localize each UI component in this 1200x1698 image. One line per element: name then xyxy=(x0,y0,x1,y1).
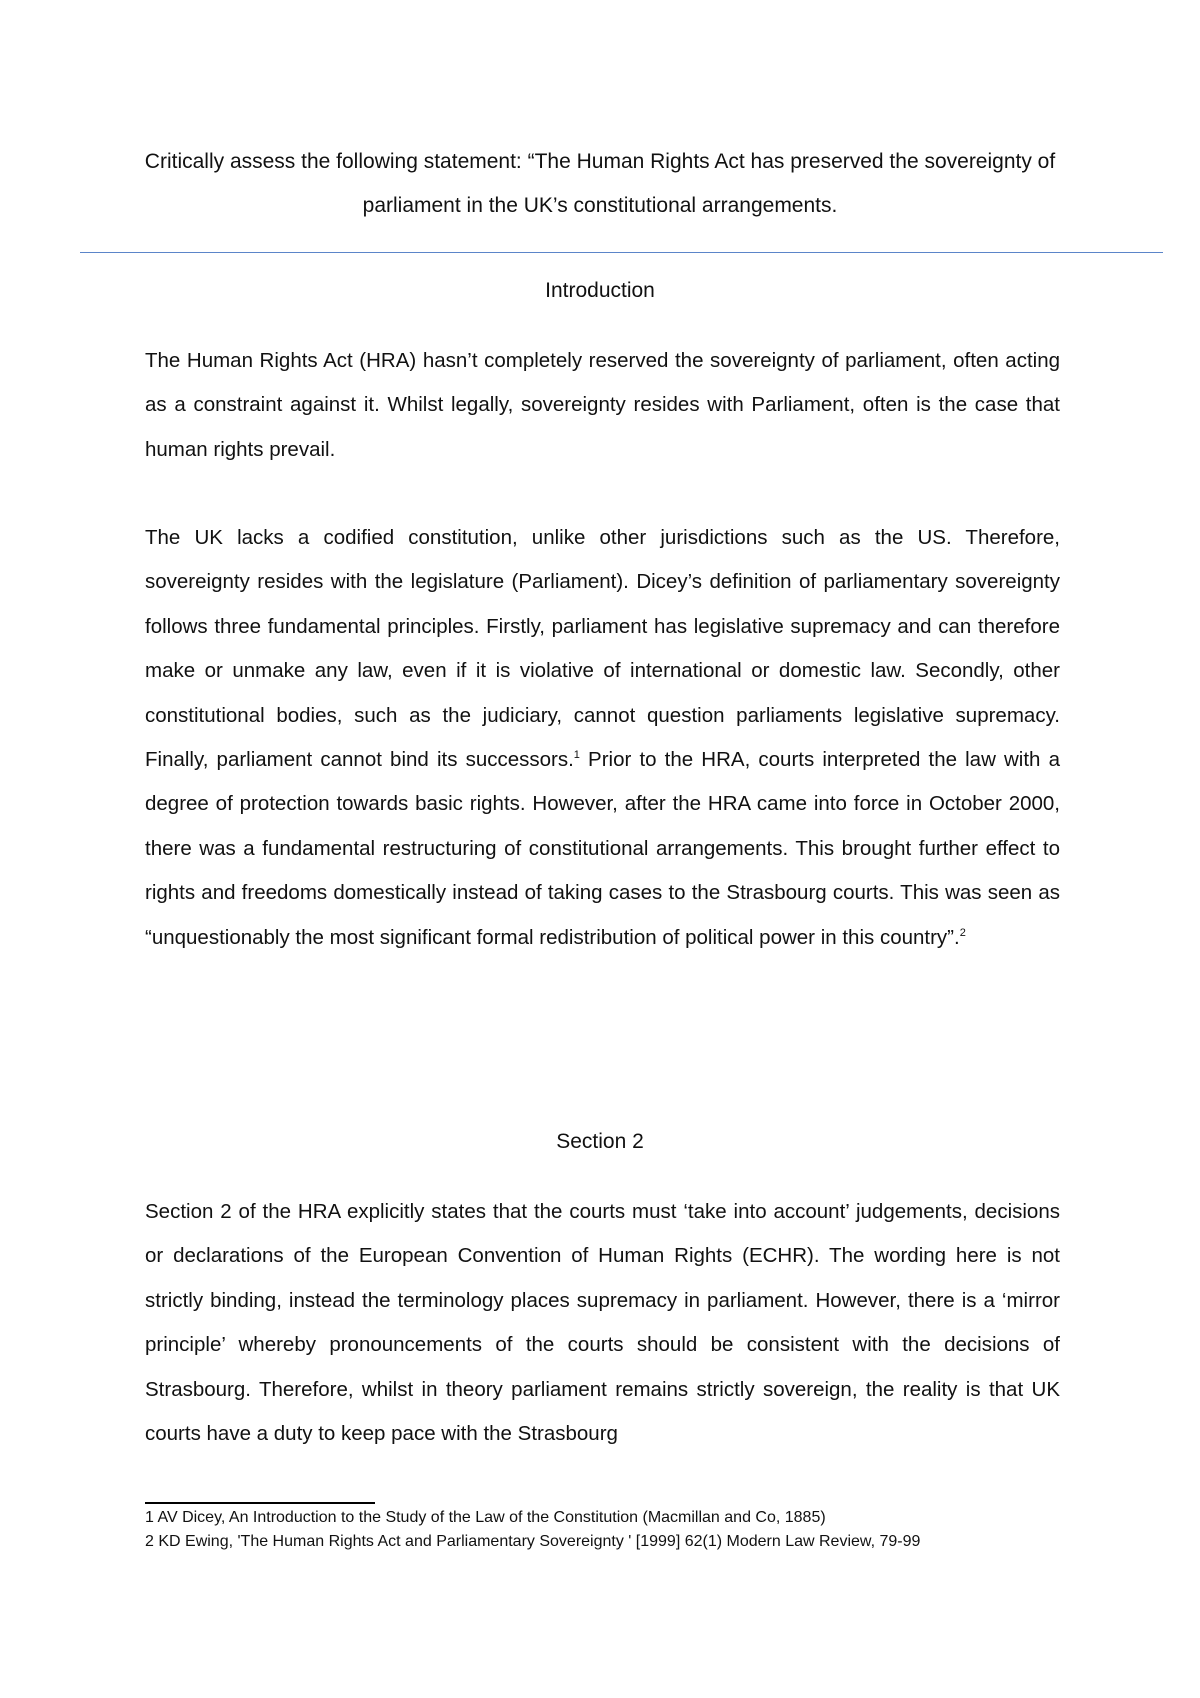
footnote-1: 1 AV Dicey, An Introduction to the Study of the Law of the Constitution (Macmillan and Co, 1885) xyxy=(145,1509,826,1526)
title-divider xyxy=(80,252,1163,253)
intro-paragraph-2-continuation: Prior to the HRA, courts interpreted the law with a degree of protection towards basic rights. However, after the HRA came into force in October 2000, there was a fundamental restructuring of constitutional arrangements. This brought further effect to rights and freedoms domestically instead of taking cases to the Strasbourg courts. This was seen as “unquestionably the most significant formal redistribution of political power in this country”. xyxy=(145,748,1060,949)
section-heading-introduction: Introduction xyxy=(545,279,655,302)
intro-paragraph-2 xyxy=(145,516,1060,960)
footnotes xyxy=(145,1506,1145,1554)
document-title: Critically assess the following statement: “The Human Rights Act has preserved the sovereignty of parliament in the UK’s constitutional arrangements. xyxy=(144,150,1056,217)
footnote-2: 2 KD Ewing, 'The Human Rights Act and Parliamentary Sovereignty ' [1999] 62(1) Modern Law Review, 79-99 xyxy=(145,1533,921,1550)
section-heading-section-2: Section 2 xyxy=(556,1130,644,1153)
footnote-ref-1: 1 xyxy=(573,749,580,762)
intro-paragraph-1: The Human Rights Act (HRA) hasn’t completely reserved the sovereignty of parliament, often acting as a constraint against it. Whilst legally, sovereignty resides with Parliament, often is the case that human rights prevail. xyxy=(145,349,1060,461)
footnote-separator xyxy=(145,1502,375,1504)
footnote-ref-2: 2 xyxy=(959,926,966,939)
intro-paragraph-2-text: The UK lacks a codified constitution, unlike other jurisdictions such as the US. Therefore, sovereignty resides with the legislature (Parliament). Dicey’s definition of parliamentary sovereignty follows three fundamental principles. Firstly, parliament has legislative supremacy and can therefore make or unmake any law, even if it is violative of international or domestic law. Secondly, other constitutional bodies, such as the judiciary, cannot question parliaments legislative supremacy. Finally, parliament cannot bind its successors. xyxy=(145,526,1060,772)
section-2-paragraph-1: Section 2 of the HRA explicitly states that the courts must ‘take into account’ judgements, decisions or declarations of the European Convention of Human Rights (ECHR). The wording here is not strictly binding, instead the terminology places supremacy in parliament. However, there is a ‘mirror principle’ whereby pronouncements of the courts should be consistent with the decisions of Strasbourg. Therefore, whilst in theory parliament remains strictly sovereign, the reality is that UK courts have a duty to keep pace with the Strasbourg xyxy=(145,1200,1060,1446)
